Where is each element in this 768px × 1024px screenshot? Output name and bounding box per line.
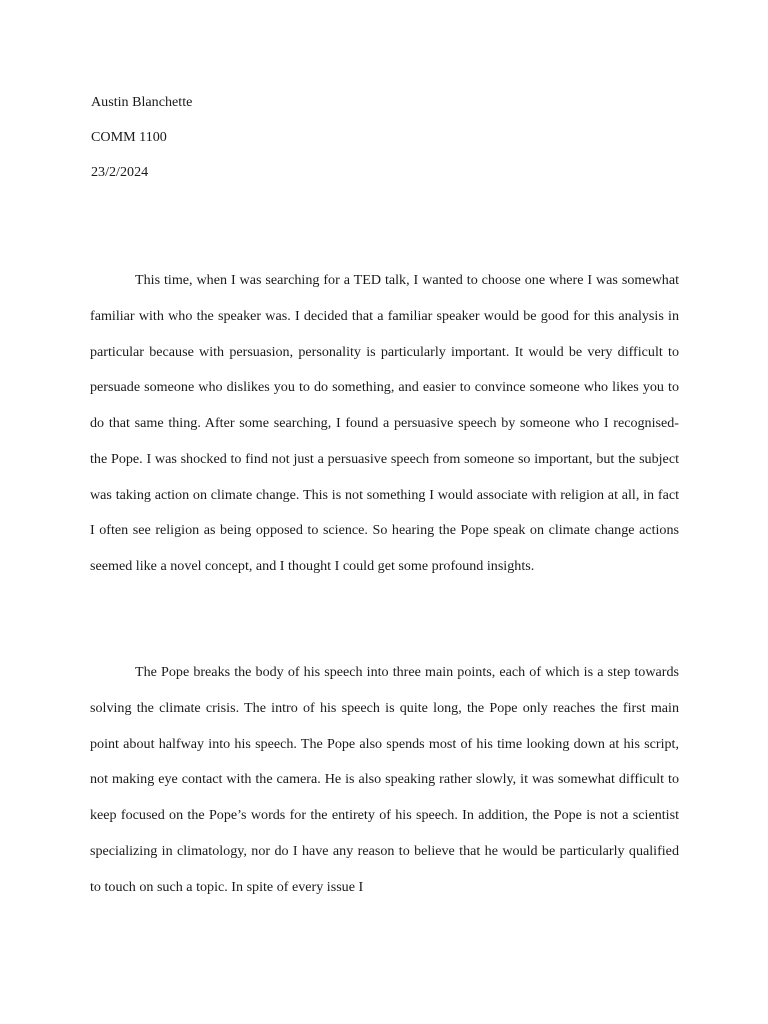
body-paragraph-1: This time, when I was searching for a TED talk, I wanted to choose one where I was somewhat familiar with who the speaker was. I decided that a familiar speaker would be good for this analysis in particular because with persuasion, personality is particularly important. It would be very difficult to persuade someone who dislikes you to do something, and easier to convince someone who likes you to do that same thing. After some searching, I found a persuasive speech by someone who I recognised- the Pope. I was shocked to find not just a persuasive speech from someone so important, but the subject was taking action on climate change. This is not something I would associate with religion at all, in fact I often see religion as being opposed to science. So hearing the Pope speak on climate change actions seemed like a novel concept, and I thought I could get some profound insights. xyxy=(90,272,679,574)
author-name: Austin Blanchette xyxy=(91,94,193,110)
body-paragraph-2: The Pope breaks the body of his speech into three main points, each of which is a step towards solving the climate crisis. The intro of his speech is quite long, the Pope only reaches the first main point about halfway into his speech. The Pope also spends most of his time looking down at his script, not making eye contact with the camera. He is also speaking rather slowly, it was somewhat difficult to keep focused on the Pope’s words for the entirety of his speech. In addition, the Pope is not a scientist specializing in climatology, nor do I have any reason to believe that he would be particularly qualified to touch on such a topic. In spite of every issue I xyxy=(90,664,679,895)
course-code: COMM 1100 xyxy=(91,129,167,145)
date: 23/2/2024 xyxy=(91,164,149,180)
